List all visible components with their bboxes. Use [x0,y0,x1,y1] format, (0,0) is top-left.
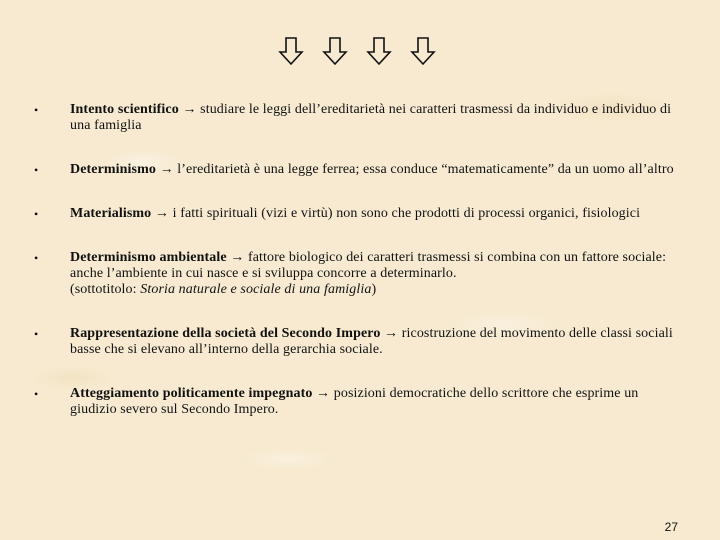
item-term: Atteggiamento politicamente impegnato [70,386,313,401]
subtitle-prefix: (sottotitolo: [70,282,141,297]
bullet: • [34,207,39,221]
arrow-row [278,36,436,66]
down-arrow-icon [410,36,436,66]
subtitle-suffix: ) [371,282,377,297]
item-text: i fatti spirituali (vizi e virtù) non sono che prodotti di processi organici, fisiologici [172,206,641,221]
item-arrow: → [182,102,197,117]
list-item [34,206,674,222]
subtitle-italic: Storia naturale e sociale di una famiglia [140,282,372,297]
list-item [34,162,674,178]
bullet: • [34,251,39,265]
item-text: l’ereditarietà è una legge ferrea; essa conduce “matematicamente” da un uomo all’altro [177,162,674,177]
list-item [34,250,674,298]
down-arrow-icon [322,36,348,66]
item-term: Rappresentazione della società del Secondo Impero [70,326,381,341]
item-arrow: → [230,250,245,265]
bullet: • [34,387,39,401]
list-item [34,326,674,358]
down-arrow-icon [278,36,304,66]
item-arrow: → [384,326,399,341]
item-text: ricostruzione del movimento delle classi sociali basse che si elevano all’interno della gerarchia sociale. [70,326,673,357]
bullet: • [34,327,39,341]
item-term: Determinismo ambientale [70,250,227,265]
bullet-list [34,102,674,418]
item-text: studiare le leggi dell’ereditarietà nei caratteri trasmessi da individuo e individuo di una famiglia [70,102,672,133]
item-arrow: → [159,162,174,177]
item-term: Intento scientifico [70,102,179,117]
item-term: Determinismo [70,162,156,177]
bullet: • [34,103,39,117]
item-arrow: → [316,386,331,401]
list-item [34,386,674,418]
item-text: fattore biologico dei caratteri trasmessi si combina con un fattore sociale: anche l’ambiente in cui nasce e si sviluppa concorre a determinarlo. [70,250,667,281]
item-text: posizioni democratiche dello scrittore che esprime un giudizio severo sul Secondo Impero. [70,386,639,417]
item-arrow: → [154,206,170,221]
page-number: 27 [664,520,678,534]
list-item [34,102,674,134]
bullet: • [34,163,39,177]
down-arrow-icon [366,36,392,66]
item-term: Materialismo [70,206,152,221]
